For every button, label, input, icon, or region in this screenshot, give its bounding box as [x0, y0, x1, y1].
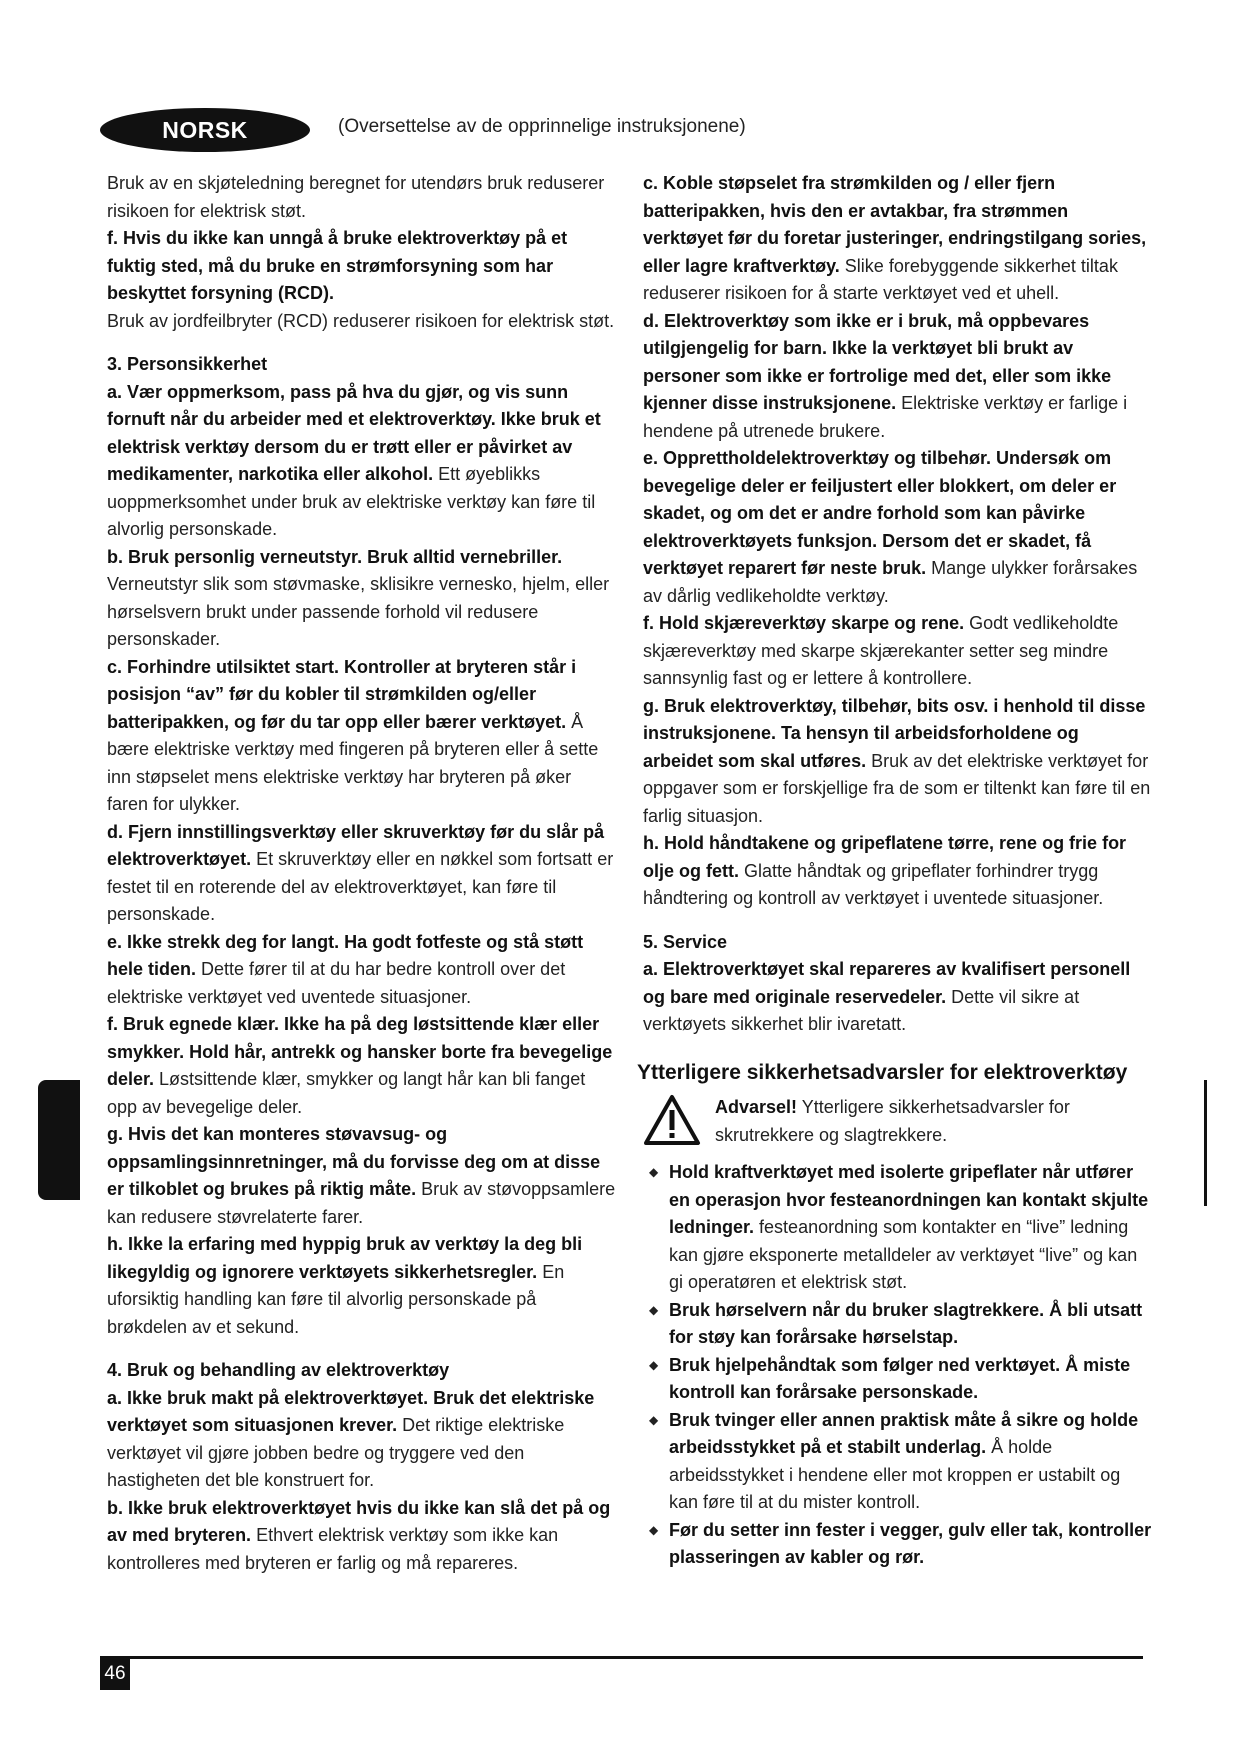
rule-b [107, 544, 617, 654]
bullet-text: festeanordning som kontakter en “live” ledning kan gjøre eksponerte metalldeler av verktøyet “live” og kan gi operatøren et elektrisk støt. [669, 1217, 1138, 1292]
rule-text: Ethvert elektrisk verktøy som ikke kan kontrolleres med bryteren er farlig og må repareres. [107, 1525, 559, 1573]
paragraph: Bruk av en skjøteledning beregnet for utendørs bruk reduserer risikoen for elektrisk støt. [107, 173, 605, 221]
section-heading [643, 929, 1153, 957]
bullet-title: Bruk hørselvern når du bruker slagtrekkere. Å bli utsatt for støy kan forårsake hørselstap. [669, 1299, 1143, 1347]
rule-e [107, 929, 617, 1012]
bullet-title: Bruk tvinger eller annen praktisk måte å sikre og holde arbeidsstykket på et stabilt underlag. [669, 1409, 1139, 1457]
bullet-diamond-icon: ◆ [649, 1165, 659, 1179]
rule-a4 [107, 1385, 617, 1495]
warning-text [715, 1094, 1153, 1149]
rule-text: Slike forebyggende sikkerhet tiltak reduserer risikoen for å starte verktøyet ved et uhell. [643, 255, 1118, 303]
rule-text: Løstsittende klær, smykker og langt hår kan bli fanget opp av bevegelige deler. [107, 1069, 586, 1117]
rule-title: d. Fjern innstillingsverktøy eller skruverktøy før du slår på elektroverktøyet. [107, 821, 605, 869]
bullet-text: Å holde arbeidsstykket i hendene eller mot kroppen er ustabilt og kan føre til at du mister kontroll. [669, 1437, 1121, 1512]
left-column [107, 170, 617, 1577]
rule-text: Mange ulykker forårsakes av dårlig vedlikeholdte verktøy. [643, 558, 1138, 606]
right-column [637, 170, 1153, 1572]
rule-text: Bruk av støvoppsamlere kan redusere støvrelaterte farer. [107, 1179, 616, 1227]
rule-title: g. Hvis det kan monteres støvavsug- og oppsamlingsinnretninger, må du forvisse deg om at disse er tilkoblet og brukes på riktig måte. [107, 1124, 601, 1199]
rule-d [107, 819, 617, 929]
rule-text: Godt vedlikeholdte skjæreverktøy med skarpe skjærekanter setter seg mindre sannsynlig fast og er lettere å kontrollere. [643, 613, 1119, 688]
rule-h [107, 1231, 617, 1341]
section-title: 3. Personsikkerhet [107, 354, 268, 374]
rule-text: Bruk av det elektriske verktøyet for oppgaver som er forskjellige fra de som er tiltenkt kan føre til en farlig situasjon. [643, 750, 1151, 826]
rule-title: a. Elektroverktøyet skal repareres av kvalifisert personell og bare med originale reservedeler. [643, 959, 1131, 1007]
rule-text: Ett øyeblikks uoppmerksomhet under bruk av elektriske verktøy kan føre til alvorlig personskade. [107, 464, 596, 539]
rule-d [643, 308, 1153, 446]
bullet-diamond-icon: ◆ [649, 1357, 659, 1372]
bullet-item [643, 1352, 1153, 1407]
section-side-tab [38, 1080, 80, 1200]
rule-title: f. Hvis du ikke kan unngå å bruke elektroverktøy på et fuktig sted, må du bruke en strømforsyning som har beskyttet forsyning (RCD). [107, 228, 568, 303]
rule-text: Dette fører til at du har bedre kontroll over det elektriske verktøyet ved uventede situasjoner. [107, 959, 566, 1007]
header-subtitle: (Oversettelse av de opprinnelige instruksjonene) [338, 116, 746, 137]
rule-text: Det riktige elektriske verktøyet vil gjøre jobben bedre og tryggere ved den hastigheten det ble konstruert for. [107, 1415, 565, 1490]
rule-text: Dette vil sikre at verktøyets sikkerhet blir ivaretatt. [643, 986, 1080, 1034]
rule-title: b. Bruk personlig verneutstyr. Bruk alltid vernebriller. [107, 546, 563, 567]
rule-h [643, 830, 1153, 913]
rule-title: h. Hold håndtakene og gripeflatene tørre, rene og frie for olje og fett. [643, 833, 1127, 881]
rule-title: d. Elektroverktøy som ikke er i bruk, må oppbevares utilgjengelig for barn. Ikke la verktøyet bli brukt av personer som ikke er fortrolige med det, eller som ikke kjenner disse instruksjonene. [643, 310, 1112, 413]
rule-title: f. Hold skjæreverktøy skarpe og rene. [643, 613, 965, 633]
rule-title: f. Bruk egnede klær. Ikke ha på deg løstsittende klær eller smykker. Hold hår, antrekk og hansker borte fra bevegelige deler. [107, 1014, 613, 1089]
rule-g [643, 693, 1153, 831]
bullet-diamond-icon: ◆ [649, 1522, 659, 1537]
rule-title: g. Bruk elektroverktøy, tilbehør, bits osv. i henhold til disse instruksjonene. Ta hensyn til arbeidsforholdene og arbeidet som skal utføres. [643, 695, 1146, 771]
rule-f2 [107, 1011, 617, 1121]
bullet-item [643, 1517, 1153, 1572]
warning-label: Advarsel! [715, 1097, 798, 1117]
bullet-item [643, 1159, 1153, 1297]
bullet-diamond-icon: ◆ [649, 1302, 659, 1317]
warning-description: Ytterligere sikkerhetsadvarsler for skrutrekkere og slagtrekkere. [715, 1097, 1070, 1145]
rule-f [107, 225, 617, 308]
rule-text: Glatte håndtak og gripeflater forhindrer trygg håndtering og kontroll av verktøyet i uventede situasjoner. [643, 860, 1104, 908]
rule-text: Bruk av jordfeilbryter (RCD) reduserer risikoen for elektrisk støt. [107, 310, 615, 331]
rule-title: b. Ikke bruk elektroverktøyet hvis du ikke kan slå det på og av med bryteren. [107, 1497, 611, 1545]
rule-g [107, 1121, 617, 1231]
rule-a [107, 379, 617, 544]
rule-a5 [643, 956, 1153, 1039]
bullet-item [643, 1407, 1153, 1517]
rule-text: En uforsiktig handling kan føre til alvorlig personskade på brøkdelen av et sekund. [107, 1261, 565, 1337]
rule-text: Å bære elektriske verktøy med fingeren på bryteren eller å sette inn støpselet mens elektriske verktøy har bryteren på øker faren for ulykker. [107, 711, 599, 814]
rule-title: e. Opprettholdelektroverktøy og tilbehør. Undersøk om bevegelige deler er feiljustert eller blokkert, om deler er skadet, og om det er andre forhold som kan påvirke elektroverktøyets funksjon. Dersom det er skadet, få verktøyet reparert før neste bruk. [643, 448, 1117, 578]
section-heading [107, 1357, 617, 1385]
bullet-title: Bruk hjelpehåndtak som følger ned verktøyet. Å miste kontroll kan forårsake personskade. [669, 1354, 1131, 1402]
page-number: 46 [100, 1658, 130, 1690]
rule-title: a. Ikke bruk makt på elektroverktøyet. Bruk det elektriske verktøyet som situasjonen krever. [107, 1387, 595, 1435]
rule-title: e. Ikke strekk deg for langt. Ha godt fotfeste og stå støtt hele tiden. [107, 931, 584, 979]
rule-text: Elektriske verktøy er farlige i hendene på utrenede brukere. [643, 393, 1128, 441]
rule-c [643, 170, 1153, 308]
section-heading [107, 351, 617, 379]
bullet-title: Før du setter inn fester i vegger, gulv eller tak, kontroller plasseringen av kabler og rør. [669, 1519, 1152, 1567]
footer-rule [100, 1656, 1143, 1659]
section-title: 5. Service [643, 931, 728, 952]
margin-marker [1204, 1080, 1207, 1206]
rule-title: c. Koble støpselet fra strømkilden og / eller fjern batteripakken, hvis den er avtakbar, fra strømmen verktøyet før du foretar justeringer, endringstilgang sories, eller lagre kraftverktøy. [643, 173, 1147, 276]
section-title: 4. Bruk og behandling av elektroverktøy [107, 1360, 450, 1380]
additional-warnings-heading: Ytterligere sikkerhetsadvarsler for elektroverktøy [637, 1060, 1128, 1084]
language-badge: NORSK [100, 108, 310, 152]
rule-f [643, 610, 1153, 693]
rule-text: Verneutstyr slik som støvmaske, sklisikre vernesko, hjelm, eller hørselsvern brukt under passende forhold vil redusere personskader. [107, 574, 610, 649]
bullet-diamond-icon: ◆ [649, 1412, 659, 1427]
bullet-title: Hold kraftverktøyet med isolerte gripeflater når utfører en operasjon hvor festeanordningen kan kontakt skjulte ledninger. [669, 1162, 1149, 1237]
warning-triangle-icon [643, 1094, 701, 1146]
rule-title: c. Forhindre utilsiktet start. Kontroller at bryteren står i posisjon “av” før du kobler til strømkilden og/eller batteripakken, og før du tar opp eller bærer verktøyet. [107, 656, 577, 732]
rule-title: h. Ikke la erfaring med hyppig bruk av verktøy la deg bli likegyldig og ignorere verktøyets sikkerhetsregler. [107, 1234, 583, 1282]
rule-c [107, 654, 617, 819]
rule-text: Et skruverktøy eller en nøkkel som fortsatt er festet til en roterende del av elektroverktøyet, kan føre til personskade. [107, 849, 614, 924]
bullet-item [643, 1297, 1153, 1352]
rule-e [643, 445, 1153, 610]
rule-title: a. Vær oppmerksom, pass på hva du gjør, og vis sunn fornuft når du arbeider med et elektroverktøy. Ikke bruk et elektrisk verktøy dersom du er trøtt eller er påvirket av medikamenter, narkotika eller alkohol. [107, 381, 601, 484]
warning-block [643, 1094, 1153, 1149]
rule-b4 [107, 1495, 617, 1578]
